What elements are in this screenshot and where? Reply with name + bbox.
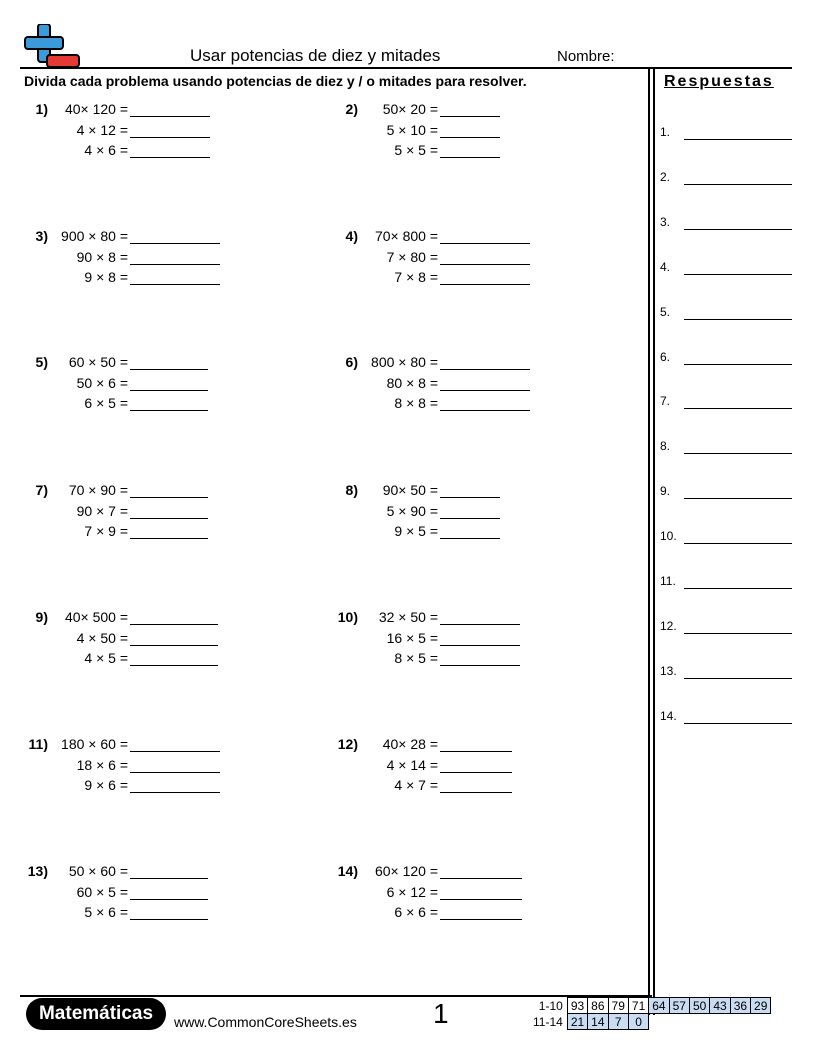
brand-badge: Matemáticas (26, 998, 166, 1030)
problem-expression: 5 × 6 = (84, 904, 128, 920)
answer-row (660, 709, 792, 729)
answer-number: 13. (660, 663, 677, 678)
score-cell: 43 (710, 998, 730, 1014)
problem (22, 736, 282, 806)
answer-row (660, 619, 792, 639)
problem-number: 1) (35, 101, 48, 117)
answer-blank[interactable] (130, 538, 208, 539)
answers-heading: Respuestas (664, 73, 774, 90)
answer-blank[interactable] (130, 264, 220, 265)
problem-line (332, 375, 592, 395)
score-cell: 86 (588, 998, 608, 1014)
answer-blank[interactable] (684, 319, 792, 320)
answer-blank[interactable] (684, 543, 792, 544)
problem-expression: 60× 120 = (374, 863, 438, 879)
problem-expression: 4 × 50 = (76, 629, 128, 646)
problem-line (332, 142, 592, 162)
answer-blank[interactable] (130, 792, 220, 793)
answer-number: 4. (660, 259, 671, 274)
score-cell: 57 (669, 998, 689, 1014)
answer-blank[interactable] (130, 772, 220, 773)
problem-expression: 90 × 7 = (76, 502, 128, 519)
score-cell: 64 (649, 998, 669, 1014)
problem-line (332, 736, 592, 756)
problem-expression: 6 × 6 = (394, 904, 438, 920)
problem-line (332, 630, 592, 650)
answer-blank[interactable] (440, 157, 500, 158)
answer-row (660, 215, 792, 235)
problem-line (22, 354, 282, 374)
problem-line (332, 482, 592, 502)
score-cell: 14 (588, 1014, 608, 1030)
problem-number: 6) (345, 354, 358, 370)
score-row (530, 1014, 771, 1030)
answer-blank[interactable] (440, 243, 530, 244)
problem-expression: 6 × 5 = (84, 395, 128, 411)
answer-number: 10. (660, 529, 677, 544)
problem-expression: 7 × 9 = (84, 523, 128, 539)
problem-line (22, 777, 282, 797)
score-row-label: 1-10 (538, 998, 563, 1013)
instructions: Divida cada problema usando potencias de diez y / o mitades para resolver. (24, 73, 527, 89)
problem-expression: 4 × 5 = (84, 650, 128, 666)
problem (22, 101, 282, 171)
problem (332, 736, 592, 806)
site-url[interactable]: www.CommonCoreSheets.es (174, 1014, 357, 1030)
problem-line (332, 269, 592, 289)
answer-blank[interactable] (440, 137, 500, 138)
problem-number: 2) (345, 101, 358, 117)
score-cell: 50 (689, 998, 709, 1014)
problem-line (332, 904, 592, 924)
problem-line (22, 122, 282, 142)
problem-line (332, 884, 592, 904)
problem-line (22, 904, 282, 924)
problem-line (332, 650, 592, 670)
problem-expression: 70× 800 = (374, 228, 438, 244)
answer-blank[interactable] (684, 364, 792, 365)
plus-minus-logo-icon (24, 24, 80, 70)
problem-expression: 8 × 8 = (394, 395, 438, 411)
problem-expression: 60 × 5 = (76, 883, 128, 900)
score-row (530, 998, 771, 1014)
problem-expression: 80 × 8 = (386, 374, 438, 391)
answer-number: 9. (660, 484, 671, 499)
answer-blank[interactable] (684, 588, 792, 589)
score-table (530, 997, 771, 1030)
answer-number: 7. (660, 394, 671, 409)
answer-row (660, 394, 792, 414)
answer-blank[interactable] (130, 899, 208, 900)
problem-line (332, 523, 592, 543)
answer-blank[interactable] (440, 792, 512, 793)
answer-blank[interactable] (684, 274, 792, 275)
answer-row (660, 260, 792, 280)
problem-expression: 4 × 14 = (386, 756, 438, 773)
problem-number: 4) (345, 228, 358, 244)
answer-blank[interactable] (440, 284, 530, 285)
problem (22, 228, 282, 298)
problem-number: 14) (337, 863, 358, 879)
problem (332, 101, 592, 171)
worksheet-title: Usar potencias de diez y mitades (190, 46, 441, 65)
score-cell: 29 (751, 998, 771, 1014)
problem-line (22, 650, 282, 670)
problem-expression: 180 × 60 = (61, 736, 128, 752)
name-label: Nombre: (557, 48, 615, 65)
score-cell: 79 (608, 998, 628, 1014)
problem-number: 11) (28, 736, 48, 752)
problem-line (22, 249, 282, 269)
answer-blank[interactable] (130, 390, 208, 391)
problem (22, 609, 282, 679)
header-divider (20, 67, 792, 69)
problem-number: 5) (35, 354, 48, 370)
answer-row (660, 305, 792, 325)
answer-blank[interactable] (130, 878, 208, 879)
problem-expression: 40× 500 = (64, 609, 128, 625)
problem-expression: 60 × 50 = (68, 354, 128, 370)
problem-expression: 32 × 50 = (378, 609, 438, 625)
problem-number: 8) (345, 482, 358, 498)
page-number: 1 (433, 998, 449, 1029)
problem-line (22, 523, 282, 543)
problem (22, 482, 282, 552)
answer-number: 3. (660, 214, 671, 229)
problem (332, 482, 592, 552)
problem-line (22, 884, 282, 904)
answer-blank[interactable] (440, 624, 520, 625)
answer-number: 14. (660, 708, 677, 723)
score-cell: 93 (567, 998, 587, 1014)
problem-expression: 6 × 12 = (386, 883, 438, 900)
score-cell: 21 (567, 1014, 587, 1030)
answer-blank[interactable] (684, 229, 792, 230)
problem-expression: 16 × 5 = (386, 629, 438, 646)
answer-blank[interactable] (130, 645, 218, 646)
problem-expression: 800 × 80 = (371, 354, 438, 370)
answer-blank[interactable] (440, 751, 512, 752)
problem-line (332, 354, 592, 374)
answer-number: 5. (660, 304, 671, 319)
answer-blank[interactable] (440, 772, 512, 773)
answer-row (660, 350, 792, 370)
problem-line (332, 863, 592, 883)
answer-row (660, 170, 792, 190)
problem-line (332, 757, 592, 777)
problem-expression: 18 × 6 = (76, 756, 128, 773)
problem-line (332, 609, 592, 629)
answer-blank[interactable] (130, 116, 210, 117)
answer-blank[interactable] (684, 408, 792, 409)
problem-line (22, 101, 282, 121)
answer-blank[interactable] (130, 751, 220, 752)
problem (332, 609, 592, 679)
answer-blank[interactable] (684, 498, 792, 499)
answer-row (660, 439, 792, 459)
answer-blank[interactable] (130, 243, 220, 244)
problem-line (22, 142, 282, 162)
score-cell: 7 (608, 1014, 628, 1030)
problem-line (22, 269, 282, 289)
answer-number: 1. (660, 125, 671, 139)
problem-expression: 5 × 10 = (386, 121, 438, 138)
answer-blank[interactable] (130, 369, 208, 370)
problem-expression: 9 × 5 = (394, 523, 438, 539)
answer-blank[interactable] (684, 633, 792, 634)
answer-blank[interactable] (440, 645, 520, 646)
problem-number: 9) (35, 609, 48, 625)
answer-blank[interactable] (440, 538, 500, 539)
answer-row (660, 664, 792, 684)
answer-blank[interactable] (684, 723, 792, 724)
answer-number: 12. (660, 618, 677, 633)
problem-expression: 5 × 90 = (386, 502, 438, 519)
answer-blank[interactable] (130, 410, 208, 411)
answer-blank[interactable] (440, 116, 500, 117)
answer-blank[interactable] (440, 410, 530, 411)
problem (332, 354, 592, 424)
problem (332, 863, 592, 933)
problem-line (22, 863, 282, 883)
problem-line (332, 122, 592, 142)
answer-blank[interactable] (130, 665, 218, 666)
problem-expression: 900 × 80 = (61, 228, 128, 244)
problem-number: 3) (35, 228, 48, 244)
problem-expression: 7 × 8 = (394, 269, 438, 285)
answer-blank[interactable] (684, 678, 792, 679)
problem-line (22, 395, 282, 415)
problem-line (22, 630, 282, 650)
problem-expression: 70 × 90 = (68, 482, 128, 498)
problem-number: 7) (35, 482, 48, 498)
problem-line (22, 482, 282, 502)
problem-line (22, 503, 282, 523)
answer-blank[interactable] (130, 624, 218, 625)
answer-blank[interactable] (130, 157, 210, 158)
answer-number: 6. (660, 349, 671, 364)
answer-blank[interactable] (440, 899, 522, 900)
answer-number: 11. (660, 574, 676, 588)
answer-row (660, 574, 792, 594)
answer-blank[interactable] (130, 919, 208, 920)
problem-expression: 9 × 6 = (84, 777, 128, 793)
problem-expression: 90× 50 = (382, 482, 438, 498)
problem-line (332, 249, 592, 269)
problem-line (22, 757, 282, 777)
answer-blank[interactable] (130, 497, 208, 498)
answer-row (660, 484, 792, 504)
answer-blank[interactable] (130, 284, 220, 285)
problem-expression: 50 × 6 = (76, 374, 128, 391)
problem-line (22, 228, 282, 248)
problem-expression: 50× 20 = (382, 101, 438, 117)
answer-blank[interactable] (684, 453, 792, 454)
answer-blank[interactable] (440, 518, 500, 519)
problem-expression: 9 × 8 = (84, 269, 128, 285)
problem-number: 12) (337, 736, 358, 752)
problem-line (332, 101, 592, 121)
problem-expression: 50 × 60 = (68, 863, 128, 879)
problem-expression: 40× 28 = (382, 736, 438, 752)
answer-blank[interactable] (684, 184, 792, 185)
answer-number: 2. (660, 169, 671, 184)
answer-blank[interactable] (440, 497, 500, 498)
answer-blank[interactable] (440, 369, 530, 370)
answer-column-divider-inner (653, 67, 655, 1015)
problem-expression: 4 × 7 = (394, 777, 438, 793)
problem-number: 10) (337, 609, 358, 625)
problem (22, 354, 282, 424)
answer-blank[interactable] (130, 137, 210, 138)
score-row-label: 11-14 (533, 1014, 563, 1029)
problem-line (332, 503, 592, 523)
answer-number: 8. (660, 439, 671, 454)
problem-expression: 4 × 12 = (76, 121, 128, 138)
answer-row (660, 529, 792, 549)
score-cell: 71 (628, 998, 648, 1014)
problem-line (22, 736, 282, 756)
problem-expression: 7 × 80 = (386, 248, 438, 265)
problem-expression: 40× 120 = (64, 101, 128, 117)
problem-line (332, 228, 592, 248)
answer-blank[interactable] (684, 139, 792, 140)
problem-expression: 4 × 6 = (84, 142, 128, 158)
problem-line (332, 777, 592, 797)
score-cell: 36 (730, 998, 750, 1014)
answer-blank[interactable] (440, 665, 520, 666)
problem-expression: 8 × 5 = (394, 650, 438, 666)
answer-row (660, 125, 792, 145)
score-cell: 0 (628, 1014, 648, 1030)
answer-blank[interactable] (440, 919, 522, 920)
answer-blank[interactable] (440, 264, 530, 265)
problem-line (22, 375, 282, 395)
problem (332, 228, 592, 298)
answer-blank[interactable] (440, 390, 530, 391)
problem-line (332, 395, 592, 415)
problem-line (22, 609, 282, 629)
problem-number: 13) (27, 863, 48, 879)
problem-expression: 5 × 5 = (394, 142, 438, 158)
answer-blank[interactable] (130, 518, 208, 519)
problem (22, 863, 282, 933)
problem-expression: 90 × 8 = (76, 248, 128, 265)
answer-column-divider (648, 67, 650, 1015)
answer-blank[interactable] (440, 878, 522, 879)
